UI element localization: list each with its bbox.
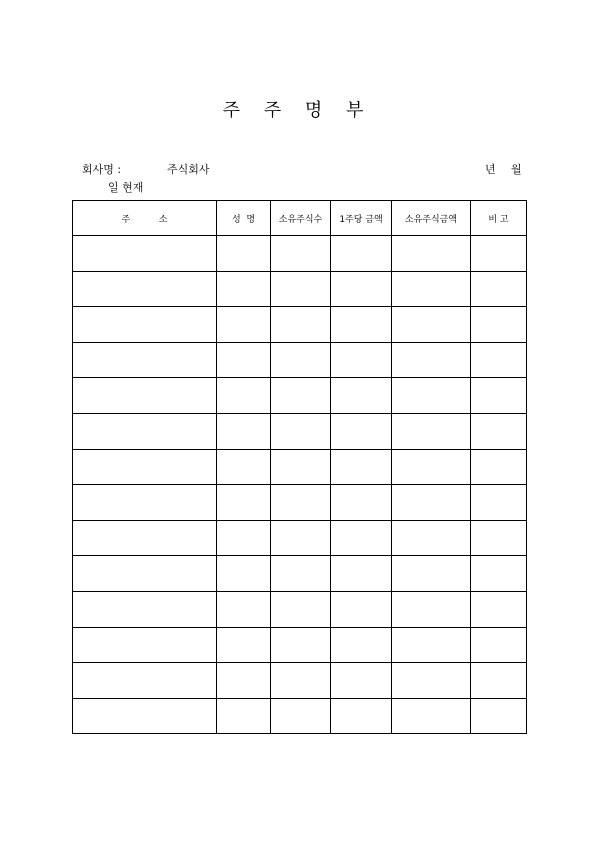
cell-amount-per-share [331,236,392,272]
date-year-label: 년 [485,163,496,176]
table-row [73,271,527,307]
cell-shares-owned [271,271,331,307]
cell-amount-per-share [331,520,392,556]
cell-amount-per-share [331,342,392,378]
cell-remarks [471,307,527,343]
cell-address [73,591,217,627]
cell-remarks [471,485,527,521]
table-row [73,378,527,414]
cell-shares-owned [271,236,331,272]
cell-name [217,556,271,592]
cell-remarks [471,591,527,627]
cell-name [217,271,271,307]
cell-name [217,413,271,449]
header-amount-per-share: 1주당 금액 [331,201,392,236]
cell-amount-per-share [331,591,392,627]
cell-shares-owned [271,449,331,485]
cell-shares-owned [271,698,331,734]
cell-address [73,556,217,592]
cell-shares-amount [392,413,471,449]
cell-shares-owned [271,663,331,699]
header-address: 주 소 [73,201,217,236]
cell-name [217,520,271,556]
table-row [73,627,527,663]
company-name-value: 주식회사 [167,163,210,176]
cell-address [73,698,217,734]
cell-name [217,698,271,734]
cell-remarks [471,556,527,592]
cell-shares-amount [392,485,471,521]
cell-shares-amount [392,236,471,272]
cell-shares-amount [392,342,471,378]
cell-name [217,342,271,378]
cell-address [73,663,217,699]
cell-shares-owned [271,556,331,592]
cell-address [73,307,217,343]
cell-address [73,485,217,521]
cell-name [217,378,271,414]
cell-amount-per-share [331,413,392,449]
cell-address [73,413,217,449]
cell-amount-per-share [331,378,392,414]
cell-name [217,236,271,272]
table-row [73,698,527,734]
date-month-label: 월 [511,163,522,176]
cell-address [73,627,217,663]
cell-shares-owned [271,378,331,414]
cell-name [217,307,271,343]
cell-name [217,627,271,663]
cell-name [217,485,271,521]
cell-name [217,663,271,699]
table-row [73,663,527,699]
cell-name [217,449,271,485]
cell-shares-owned [271,591,331,627]
cell-shares-amount [392,520,471,556]
header-name: 성 명 [217,201,271,236]
table-row [73,342,527,378]
cell-amount-per-share [331,271,392,307]
cell-shares-amount [392,449,471,485]
header-shares-amount: 소유주식금액 [392,201,471,236]
cell-remarks [471,378,527,414]
cell-shares-owned [271,627,331,663]
cell-address [73,449,217,485]
cell-shares-owned [271,413,331,449]
table-header-row [73,201,527,236]
cell-address [73,520,217,556]
cell-remarks [471,627,527,663]
cell-address [73,236,217,272]
cell-remarks [471,520,527,556]
cell-amount-per-share [331,307,392,343]
cell-remarks [471,449,527,485]
table-row [73,520,527,556]
cell-shares-amount [392,556,471,592]
cell-shares-amount [392,627,471,663]
cell-amount-per-share [331,627,392,663]
cell-shares-amount [392,271,471,307]
table-row [73,485,527,521]
cell-address [73,271,217,307]
cell-amount-per-share [331,449,392,485]
cell-amount-per-share [331,485,392,521]
header-remarks: 비 고 [471,201,527,236]
company-name-label: 회사명 : [82,163,122,176]
cell-shares-amount [392,307,471,343]
table-row [73,307,527,343]
cell-shares-amount [392,698,471,734]
cell-shares-amount [392,378,471,414]
cell-remarks [471,663,527,699]
table-body [73,236,527,734]
cell-name [217,591,271,627]
table-row [73,591,527,627]
cell-address [73,342,217,378]
cell-amount-per-share [331,663,392,699]
cell-remarks [471,271,527,307]
cell-address [73,378,217,414]
header-shares-owned: 소유주식수 [271,201,331,236]
cell-shares-owned [271,485,331,521]
cell-remarks [471,698,527,734]
cell-remarks [471,342,527,378]
cell-remarks [471,236,527,272]
cell-shares-owned [271,307,331,343]
table-row [73,449,527,485]
shareholder-register-table [72,200,527,734]
cell-shares-owned [271,342,331,378]
cell-shares-owned [271,520,331,556]
cell-shares-amount [392,663,471,699]
document-title: 주 주 명 부 [222,100,373,121]
date-day-label: 일 현재 [108,181,144,194]
cell-amount-per-share [331,698,392,734]
table-row [73,236,527,272]
table-row [73,413,527,449]
cell-shares-amount [392,591,471,627]
table-row [73,556,527,592]
cell-amount-per-share [331,556,392,592]
cell-remarks [471,413,527,449]
